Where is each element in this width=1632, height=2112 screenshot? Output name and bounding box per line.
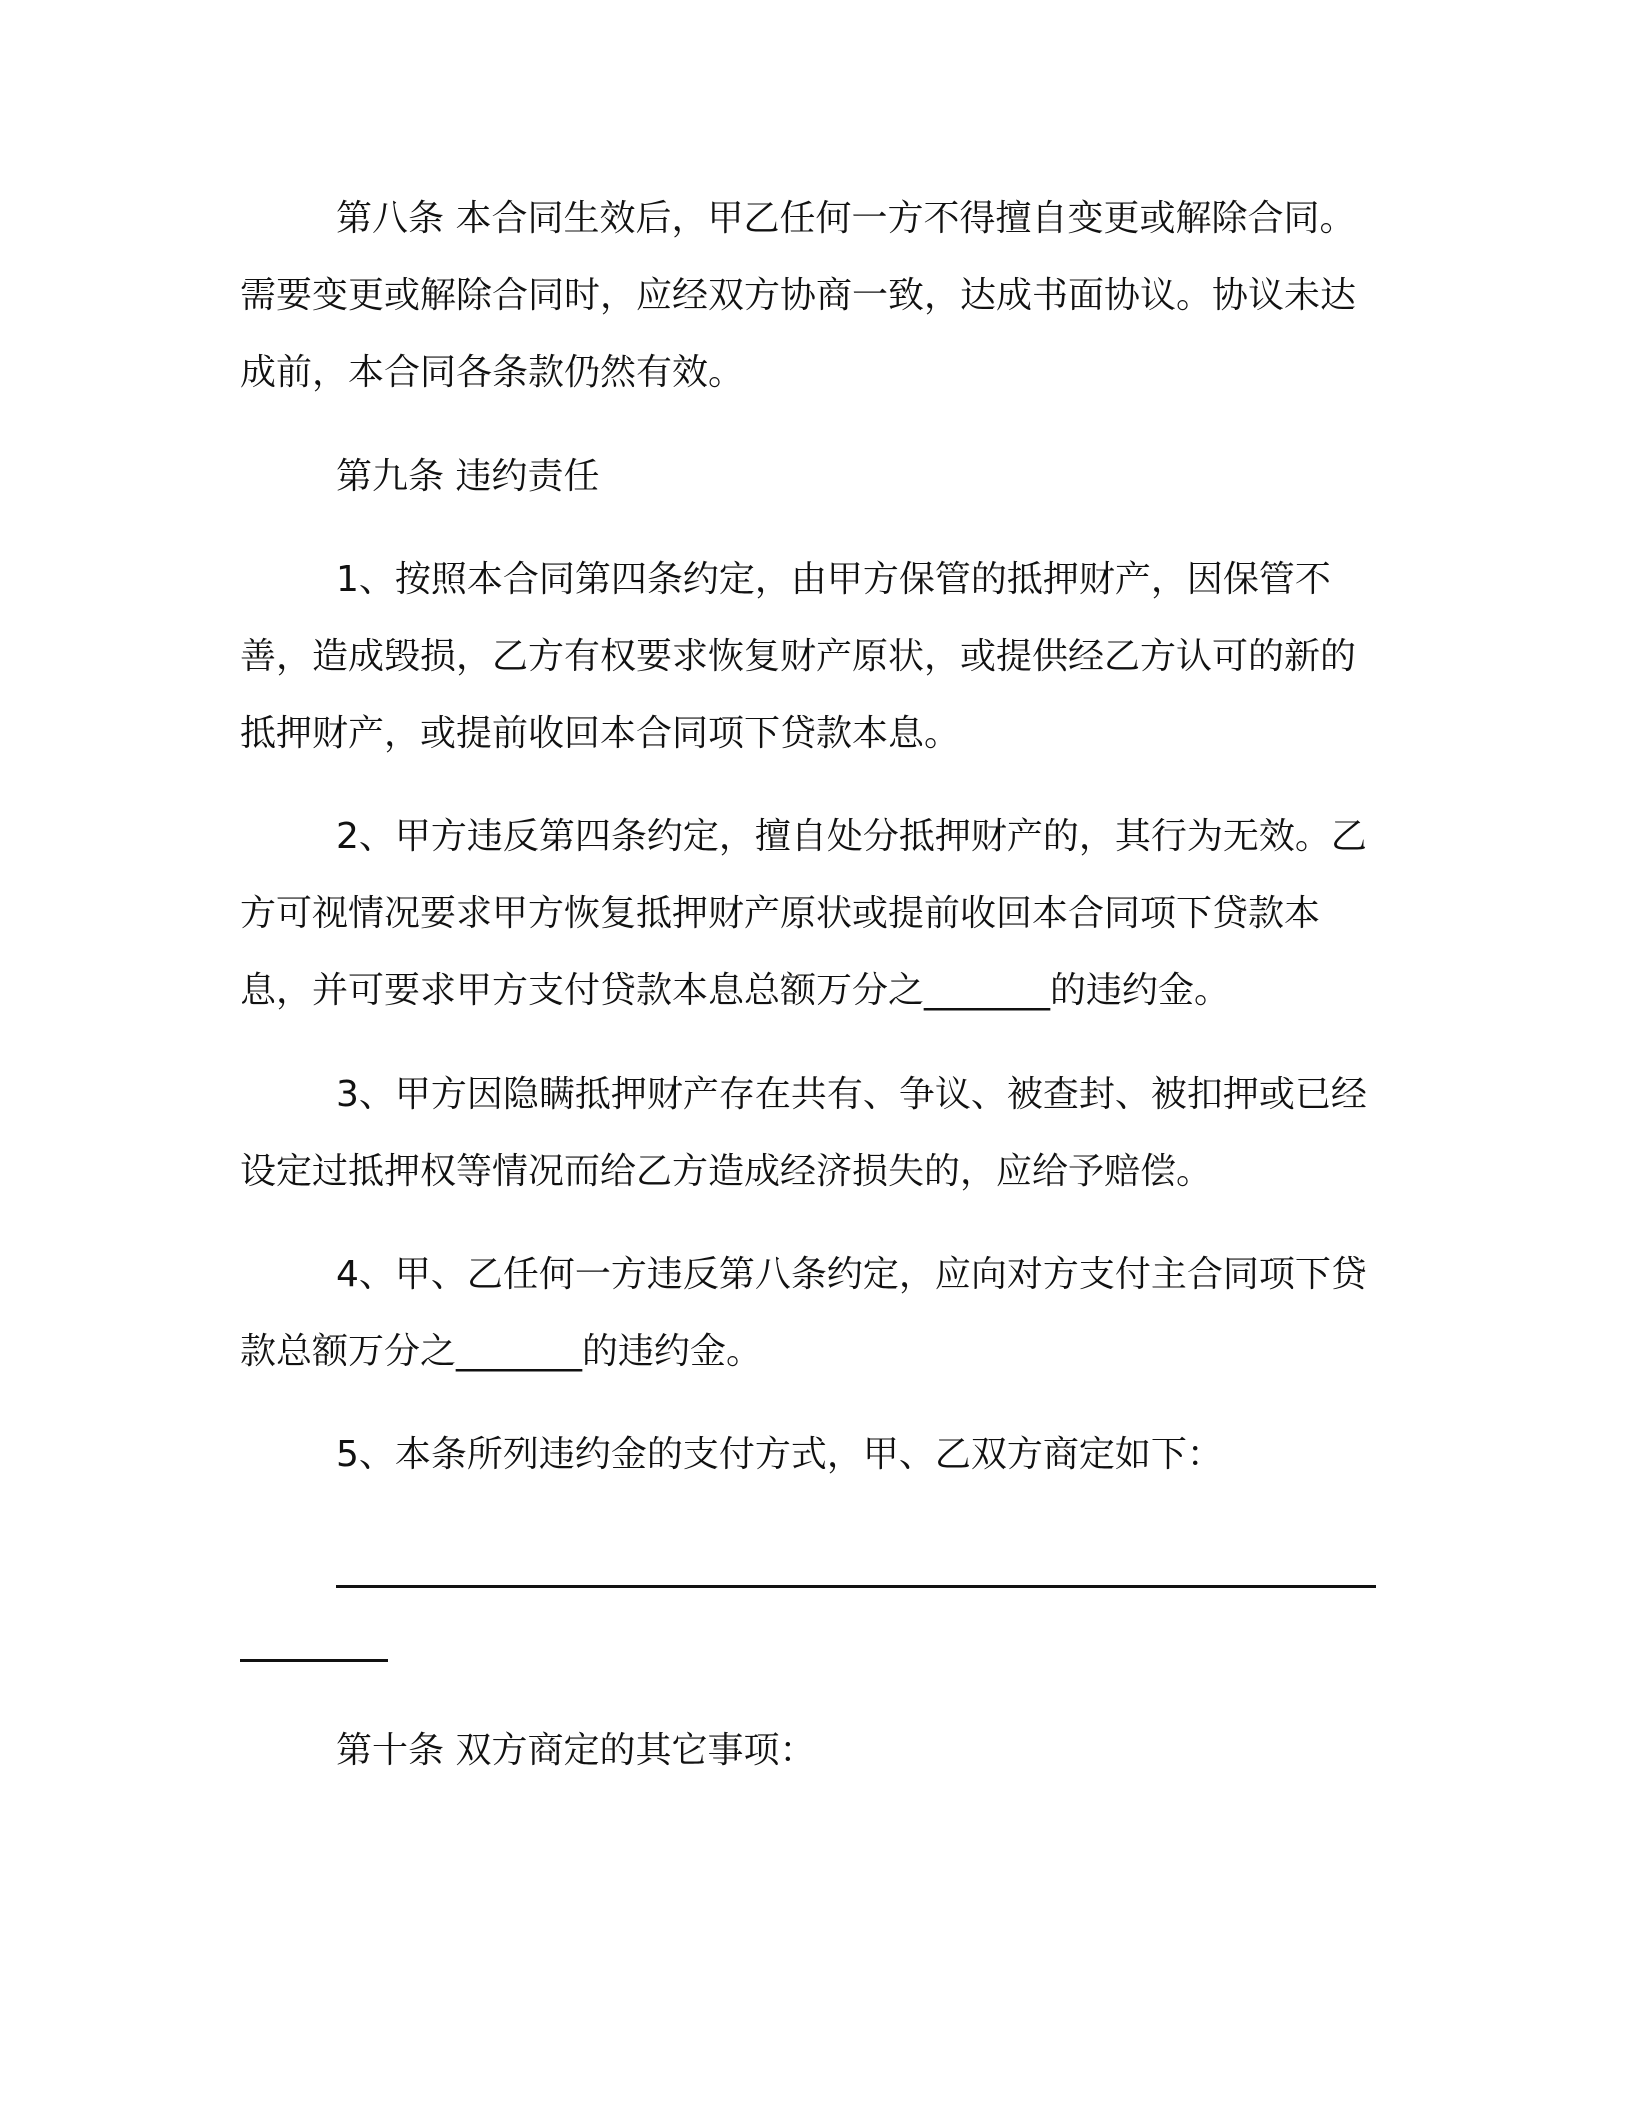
clause-4-paragraph: 4、甲、乙任何一方违反第八条约定，应向对方支付主合同项下贷款总额万分之_______的违约金。 [240,1254,1367,1372]
article-8-paragraph: 第八条 本合同生效后，甲乙任何一方不得擅自变更或解除合同。需要变更或解除合同时，应经双方协商一致，达成书面协议。协议未达成前，本合同各条款仍然有效。 [240,198,1357,393]
clause-3-paragraph: 3、甲方因隐瞒抵押财产存在共有、争议、被查封、被扣押或已经设定过抵押权等情况而给乙方造成经济损失的，应给予赔偿。 [240,1074,1367,1192]
article-9-heading: 第九条 违约责任 [336,456,600,497]
clause-5-paragraph: 5、本条所列违约金的支付方式，甲、乙双方商定如下： [336,1434,1223,1475]
article-10-heading: 第十条 双方商定的其它事项： [336,1730,816,1771]
blank-fill-line-continued [240,1659,388,1662]
clause-1-paragraph: 1、按照本合同第四条约定，由甲方保管的抵押财产，因保管不善，造成毁损，乙方有权要求恢复财产原状，或提供经乙方认可的新的抵押财产，或提前收回本合同项下贷款本息。 [240,559,1357,754]
clause-2-paragraph: 2、甲方违反第四条约定，擅自处分抵押财产的，其行为无效。乙方可视情况要求甲方恢复抵押财产原状或提前收回本合同项下贷款本息，并可要求甲方支付贷款本息总额万分之_______的违约金。 [240,816,1367,1011]
blank-fill-line [336,1585,1376,1588]
